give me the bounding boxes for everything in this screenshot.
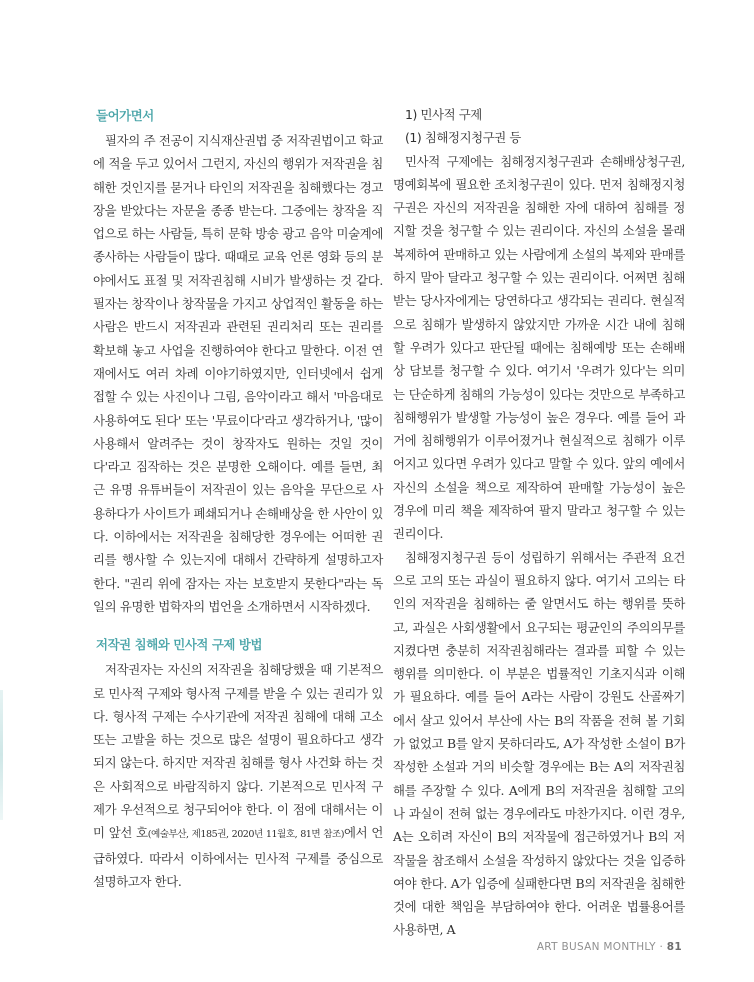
remedies-paragraph: [93, 658, 383, 893]
remedies-text-part2: 에서 언급하였다. 따라서 이하에서는 민사적 구제를 중심으로 설명하고자 한다.: [93, 825, 383, 889]
right-column: [393, 103, 685, 942]
requirements-paragraph: 침해정지청구권 등이 성립하기 위해서는 주관적 요건으로 고의 또는 과실이 필요하지 않다. 여기서 고의는 타인의 저작권을 침해하는 줄 알면서도 하는 행위를 뜻하고, 과실은 사회생활에서 요구되는 평균인의 주의의무를 지켰다면 충분히 저작권침해라는 결과를 피할 수 있는 행위를 의미한다. 이 부분은 법률적인 기초지식과 이해가 필요하다. 예를 들어 A라는 사람이 강원도 산골짜기에서 살고 있어서 부산에 사는 B의 작품을 전혀 볼 기회가 없었고 B를 알지 못하더라도, A가 작성한 소설이 B가 작성한 소설과 거의 비슷할 경우에는 B는 A의 저작권침해를 주장할 수 있다. A에게 B의 저작권을 침해할 고의나 과실이 전혀 없는 경우에라도 마찬가지다. 이런 경우, A는 오히려 자신이 B의 저작물에 접근하였거나 B의 저작물을 참조해서 소설을 작성하지 않았다는 것을 입증하여야 한다. A가 입증에 실패한다면 B의 저작권을 침해한 것에 대한 책임을 부담하여야 한다. 어려운 법률용어를 사용하면, A: [393, 549, 685, 938]
magazine-name: ART BUSAN MONTHLY ·: [536, 941, 667, 953]
heading-remedies: 저작권 침해와 민사적 구제 방법: [96, 637, 263, 653]
civil-remedies-paragraph: 민사적 구제에는 침해정지청구권과 손해배상청구권, 명예회복에 필요한 조치청구권이 있다. 먼저 침해정지청구권은 자신의 저작권을 침해한 자에 대하여 침해를 정지할 것을 청구할 수 있는 권리이다. 자신의 소설을 몰래 복제하여 판매하고 있는 사람에게 소설의 복제와 판매를 하지 말아 달라고 청구할 수 있는 권리이다. 어쩌면 침해받는 당사자에게는 당연하다고 생각되는 권리다. 현실적으로 침해가 발생하지 않았지만 가까운 시간 내에 침해할 우려가 있다고 판단될 때에는 침해예방 또는 손해배상 담보를 청구할 수 있다. 여기서 '우려가 있다'는 의미는 단순하게 침해의 가능성이 있다는 것만으로 부족하고 침해행위가 발생할 가능성이 높은 경우다. 예를 들어 과거에 침해행위가 이루어졌거나 현실적으로 침해가 이루어지고 있다면 우려가 있다고 말할 수 있다. 앞의 예에서 자신의 소설을 책으로 제작하여 판매할 가능성이 높은 경우에 미리 책을 제작하여 팔지 말라고 청구할 수 있는 권리이다.: [393, 153, 685, 542]
heading-civil-remedies: 1) 민사적 구제: [405, 107, 482, 122]
left-column: [93, 103, 383, 893]
heading-injunction-right: (1) 침해정지청구권 등: [405, 130, 521, 146]
intro-paragraph: 필자의 주 전공이 지식재산권법 중 저작권법이고 학교에 적을 두고 있어서 그런지, 자신의 행위가 저작권을 침해한 것인지를 묻거나 타인의 저작권을 침해했다는 경고장을 받았다는 자문을 종종 받는다. 그중에는 창작을 직업으로 하는 사람들, 특히 문학 방송 광고 음악 미술계에 종사하는 사람들이 많다. 때때로 교육 언론 영화 등의 분야에서도 표절 및 저작권침해 시비가 발생하는 것 같다. 필자는 창작이나 창작물을 가지고 상업적인 활동을 하는 사람은 반드시 저작권과 관련된 권리처리 또는 권리를 확보해 놓고 사업을 진행하여야 한다고 말한다. 이전 연재에서도 여러 차례 이야기하였지만, 인터넷에서 쉽게 접할 수 있는 사진이나 그림, 음악이라고 해서 '마음대로 사용하여도 된다' 또는 '무료이다'라고 생각하거나, '많이 사용해서 알려주는 것이 창작자도 원하는 것일 것이다'라고 짐작하는 것은 분명한 오해이다. 예를 들면, 최근 유명 유튜버들이 저작권이 있는 음악을 무단으로 사용하다가 사이트가 폐쇄되거나 손해배상을 한 사안이 있다. 이하에서는 저작권을 침해당한 경우에는 어떠한 권리를 행사할 수 있는지에 대해서 간략하게 설명하고자 한다. "권리 위에 잠자는 자는 보호받지 못한다"라는 독일의 유명한 법학자의 법언을 소개하면서 시작하겠다.: [93, 133, 383, 614]
page-edge-decoration: [0, 690, 3, 820]
citation-note: (예술부산, 제185권, 2020년 11월호, 81면 참조): [147, 829, 345, 841]
heading-intro: 들어가면서: [96, 108, 154, 123]
remedies-text-part1: 저작권자는 자신의 저작권을 침해당했을 때 기본적으로 민사적 구제와 형사적 구제를 받을 수 있는 권리가 있다. 형사적 구제는 수사기관에 저작권 침해에 대해 고소 또는 고발을 하는 것으로 많은 설명이 필요하다고 생각되지 않는다. 하지만 저작권 침해를 형사 사건화 하는 것은 사회적으로 바람직하지 않다. 기본적으로 민사적 구제가 우선적으로 청구되어야 한다. 이 점에 대해서는 이미 앞선 호: [93, 662, 383, 841]
page-number: 81: [666, 941, 682, 953]
page-footer: [537, 941, 682, 953]
